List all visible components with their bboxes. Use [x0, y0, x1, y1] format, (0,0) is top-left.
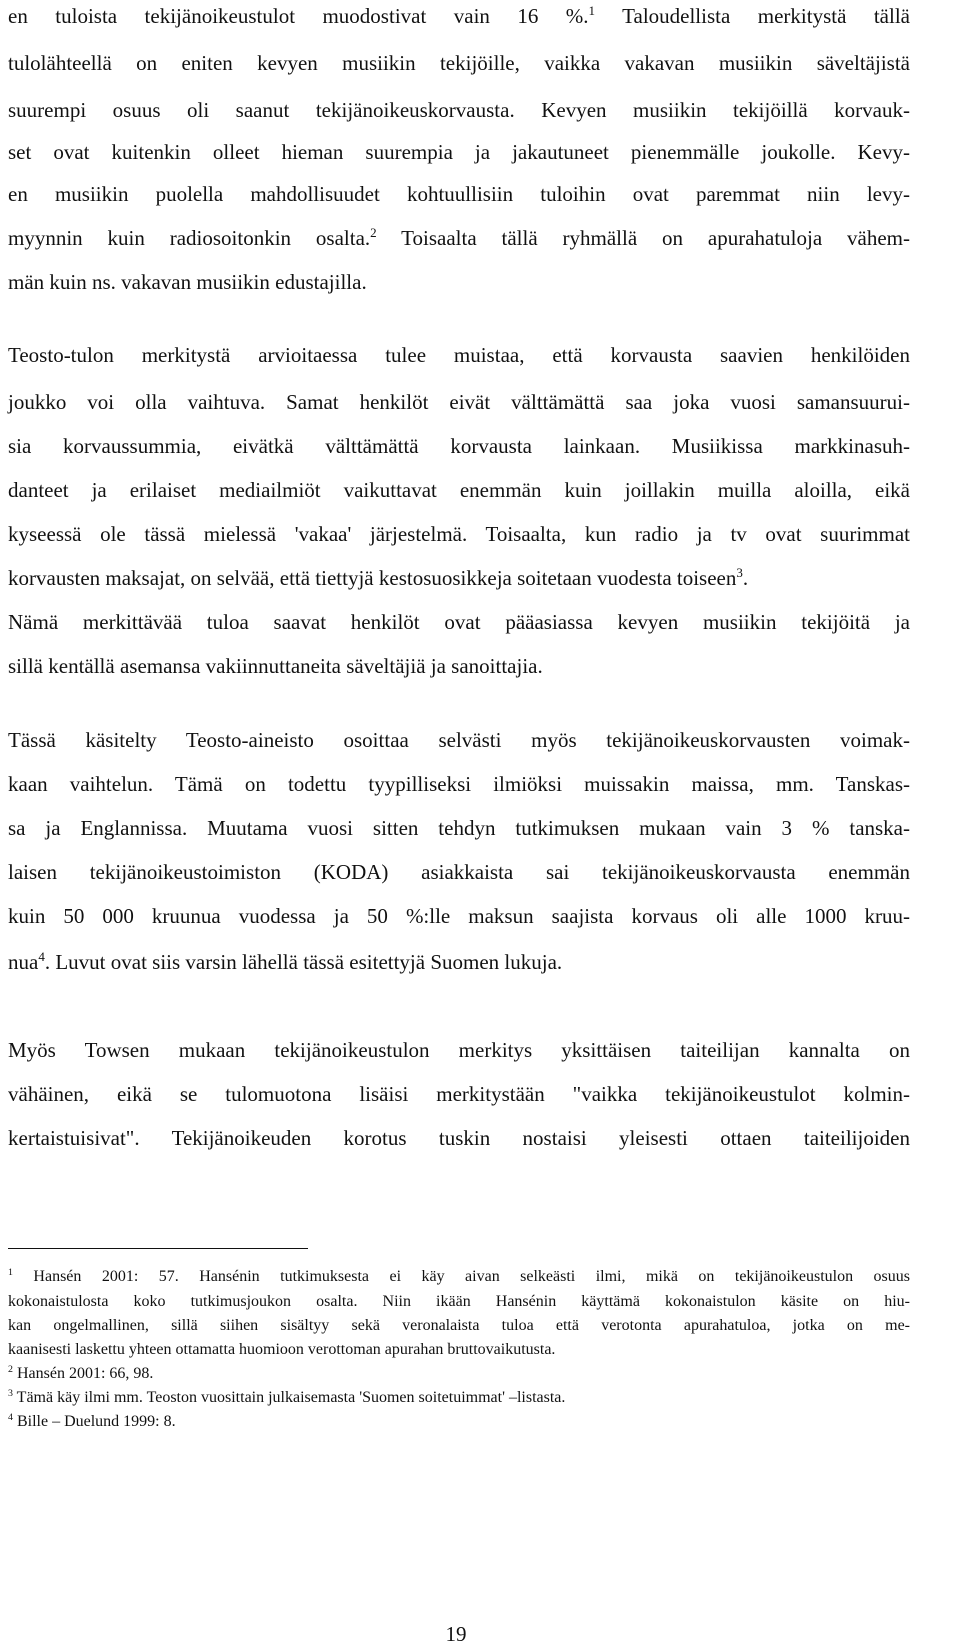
text-line: danteet ja erilaiset mediailmiöt vaikuttavat enemmän kuin joillakin muilla aloilla, eikä — [8, 478, 910, 502]
text-line: män kuin ns. vakavan musiikin edustajilla. — [8, 270, 367, 294]
footnote-3: $^3$ Tämä käy ilmi mm. Teoston vuosittain julkaisemasta 'Suomen soitetuimmat' –listasta. — [8, 1387, 566, 1406]
text-line: laisen tekijänoikeustoimiston (KODA) asiakkaista sai tekijänoikeuskorvausta enemmän — [8, 860, 910, 884]
text-line: set ovat kuitenkin olleet hieman suurempia ja jakautuneet pienemmälle joukolle. Kevy- — [8, 140, 910, 164]
footnote-ref: 1 — [588, 2, 596, 18]
text-line: en tuloista tekijänoikeustulot muodostivat vain 16 %.$^1$ Taloudellista merkitystä tällä — [8, 2, 910, 28]
text-line: nua$^4$. Luvut ovat siis varsin lähellä tässä esitettyjä Suomen lukuja. — [8, 948, 563, 974]
text-line: tulolähteellä on eniten kevyen musiikin tekijöille, vaikka vakavan musiikin säveltäjistä — [8, 51, 910, 75]
text-line: Tässä käsitelty Teosto-aineisto osoittaa selvästi myös tekijänoikeuskorvausten voimak- — [8, 728, 910, 752]
footnote-line: kaanisesti laskettu yhteen ottamatta huomioon verottoman apurahan bruttovaikutusta. — [8, 1341, 556, 1358]
text-line: en musiikin puolella mahdollisuudet kohtuullisiin tuloihin ovat paremmat niin levy- — [8, 182, 910, 206]
footnote-ref: 3 — [736, 564, 743, 580]
text-line: vähäinen, eikä se tulomuotona lisäisi merkitystään "vaikka tekijänoikeustulot kolmin- — [8, 1082, 910, 1106]
text-line: kuin 50 000 kruunua vuodessa ja 50 %:lle maksun saajista korvaus oli alle 1000 kruu- — [8, 904, 910, 928]
page-number: 19 — [445, 1622, 467, 1646]
text-line: Teosto-tulon merkitystä arvioitaessa tulee muistaa, että korvausta saavien henkilöiden — [8, 343, 910, 367]
footnote-number: 3 — [8, 1387, 13, 1399]
text-line: joukko voi olla vaihtuva. Samat henkilöt eivät välttämättä saa joka vuosi samansuurui- — [8, 390, 910, 414]
text-line: sa ja Englannissa. Muutama vuosi sitten tehdyn tutkimuksen mukaan vain 3 % tanska- — [8, 816, 910, 840]
footnote-ref: 2 — [370, 224, 377, 240]
footnote-2: $^2$ Hansén 2001: 66, 98. — [8, 1363, 154, 1382]
text-line: myynnin kuin radiosoitonkin osalta.$^2$ Toisaalta tällä ryhmällä on apurahatuloja vähem- — [8, 224, 911, 250]
text-line: Nämä merkittävää tuloa saavat henkilöt ovat pääasiassa kevyen musiikin tekijöitä ja — [8, 610, 910, 634]
footnote-number: 2 — [8, 1363, 13, 1375]
text-line: kaan vaihtelun. Tämä on todettu tyypilliseksi ilmiöksi muissakin maissa, mm. Tanskas- — [8, 772, 910, 796]
text-line: kyseessä ole tässä mielessä 'vakaa' järjestelmä. Toisaalta, kun radio ja tv ovat suurimmat — [8, 522, 910, 546]
text-line: sillä kentällä asemansa vakiinnuttaneita säveltäjiä ja sanoittajia. — [8, 654, 543, 678]
text-line: korvausten maksajat, on selvää, että tiettyjä kestosuosikkeja soitetaan vuodesta toiseen$^3$. — [8, 564, 749, 590]
text-line: Myös Towsen mukaan tekijänoikeustulon merkitys yksittäisen taiteilijan kannalta on — [8, 1038, 910, 1062]
text-line: suurempi osuus oli saanut tekijänoikeuskorvausta. Kevyen musiikin tekijöillä korvauk- — [8, 98, 910, 122]
footnote-number: 1 — [8, 1266, 13, 1278]
footnote-separator — [8, 1248, 308, 1249]
footnote-4: $^4$ Bille – Duelund 1999: 8. — [8, 1411, 176, 1430]
footnote-number: 4 — [8, 1411, 13, 1423]
text-line: kertaistuisivat". Tekijänoikeuden korotus tuskin nostaisi yleisesti ottaen taiteilijoiden — [8, 1126, 910, 1150]
footnote-line: kan ongelmallinen, sillä siihen sisältyy sekä veronalaista tuloa että verotonta apurahatuloa, jotka on me- — [8, 1317, 910, 1334]
text-line: sia korvaussummia, eivätkä välttämättä korvausta lainkaan. Musiikissa markkinasuh- — [8, 434, 910, 458]
footnote-line: $^1$ Hansén 2001: 57. Hansénin tutkimuksesta ei käy aivan selkeästi ilmi, mikä on tekijänoikeustulon osuus — [8, 1266, 910, 1285]
footnote-line: kokonaistulosta koko tutkimusjoukon osalta. Niin ikään Hansénin käyttämä kokonaistulon käsite on hiu- — [8, 1293, 910, 1310]
footnote-ref: 4 — [38, 948, 45, 964]
